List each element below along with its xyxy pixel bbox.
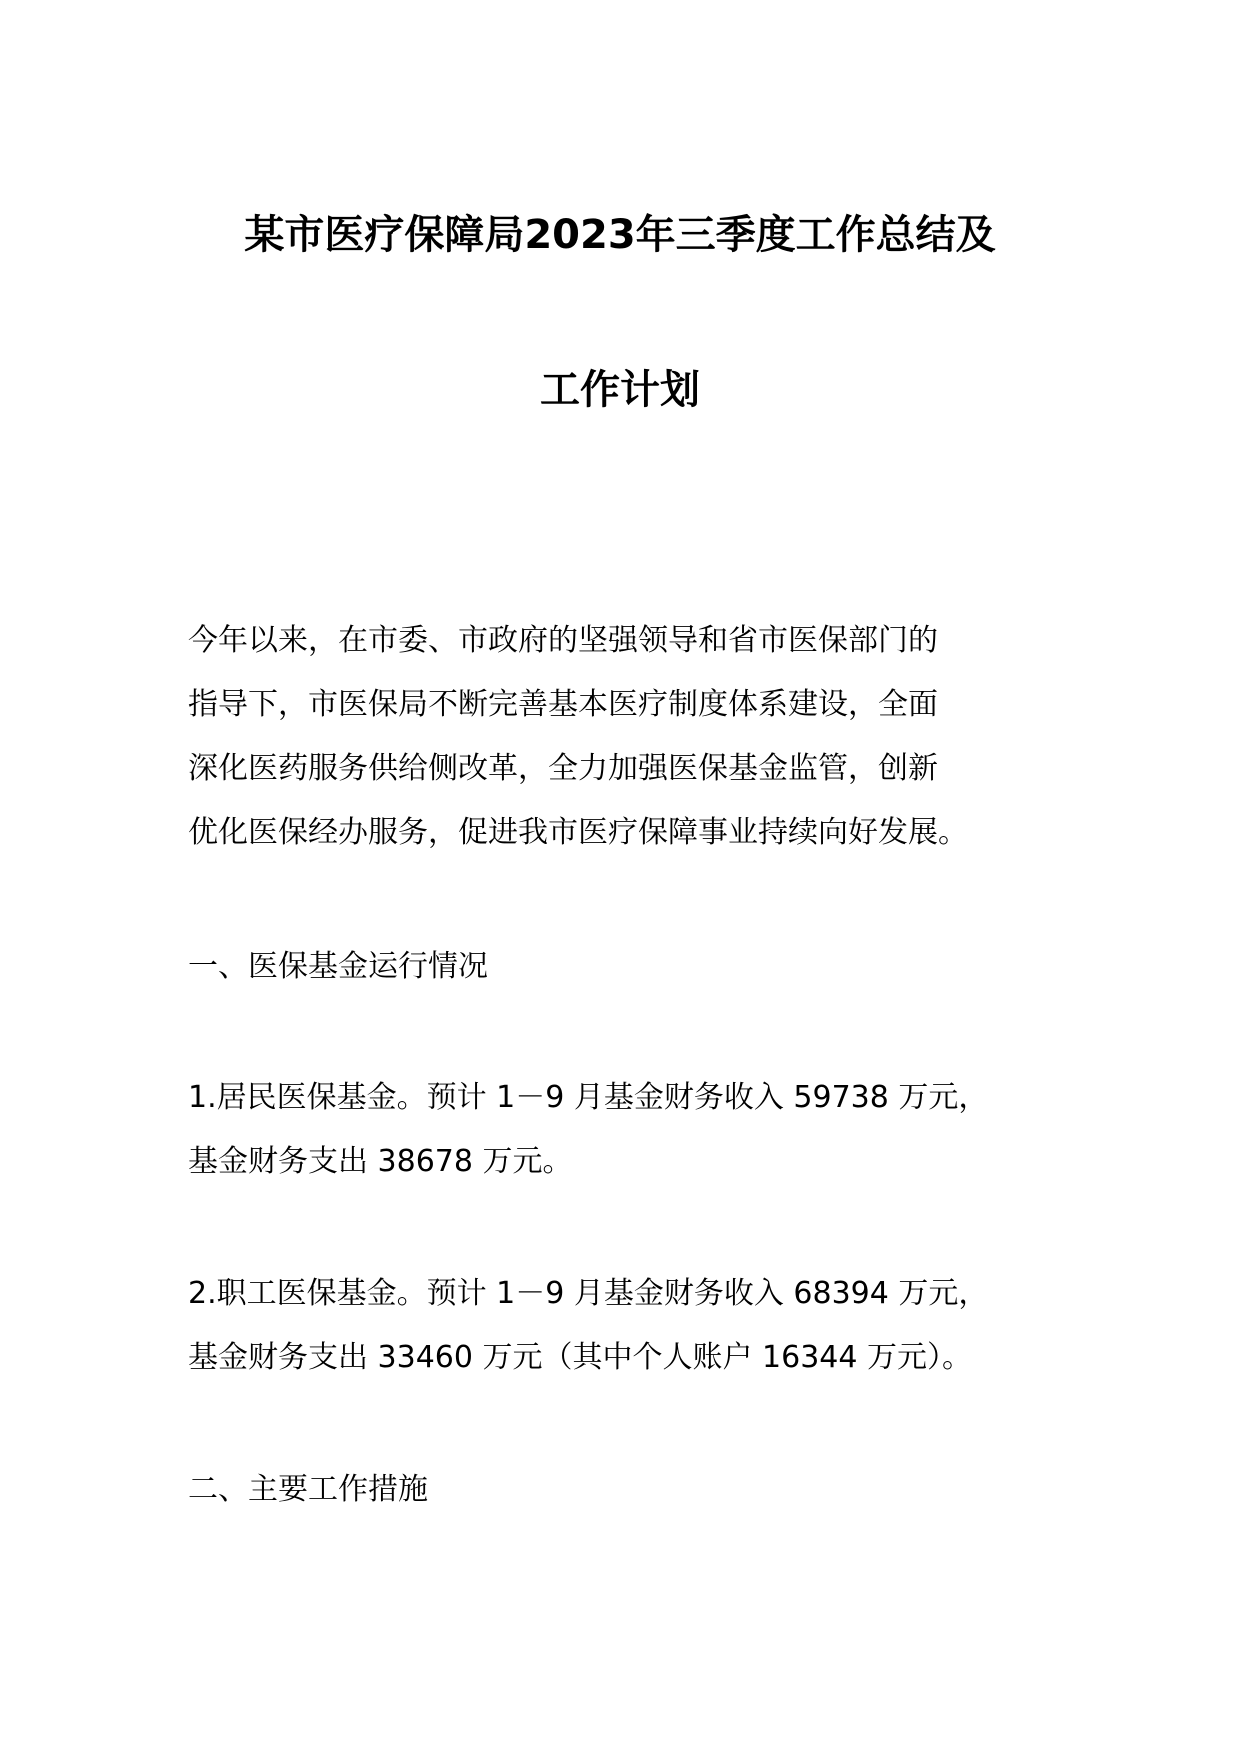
- paragraph-line: 基金财务支出 38678 万元。: [188, 1144, 573, 1179]
- paragraph-line: 基金财务支出 33460 万元（其中个人账户 16344 万元）。: [188, 1340, 973, 1375]
- section-heading-main-measures: [188, 1458, 1068, 1522]
- section-heading-fund-operation: [188, 935, 1068, 999]
- intro-line: 优化医保经办服务，促进我市医疗保障事业持续向好发展。: [188, 815, 968, 850]
- document-title-line-2: 工作计划: [540, 367, 700, 413]
- document-title-line-1: 某市医疗保障局2023年三季度工作总结及: [244, 212, 996, 258]
- intro-line: 指导下，市医保局不断完善基本医疗制度体系建设，全面: [188, 687, 938, 722]
- resident-fund-paragraph: [188, 1066, 1068, 1194]
- section-heading-text: 二、主要工作措施: [188, 1472, 428, 1507]
- intro-line: 今年以来，在市委、市政府的坚强领导和省市医保部门的: [188, 623, 938, 658]
- intro-paragraph: [188, 609, 1068, 865]
- intro-line: 深化医药服务供给侧改革，全力加强医保基金监管，创新: [188, 751, 938, 786]
- section-heading-text: 一、医保基金运行情况: [188, 949, 488, 984]
- paragraph-line: 2.职工医保基金。预计 1－9 月基金财务收入 68394 万元，: [188, 1276, 989, 1311]
- paragraph-line: 1.居民医保基金。预计 1－9 月基金财务收入 59738 万元，: [188, 1080, 989, 1115]
- employee-fund-paragraph: [188, 1262, 1068, 1390]
